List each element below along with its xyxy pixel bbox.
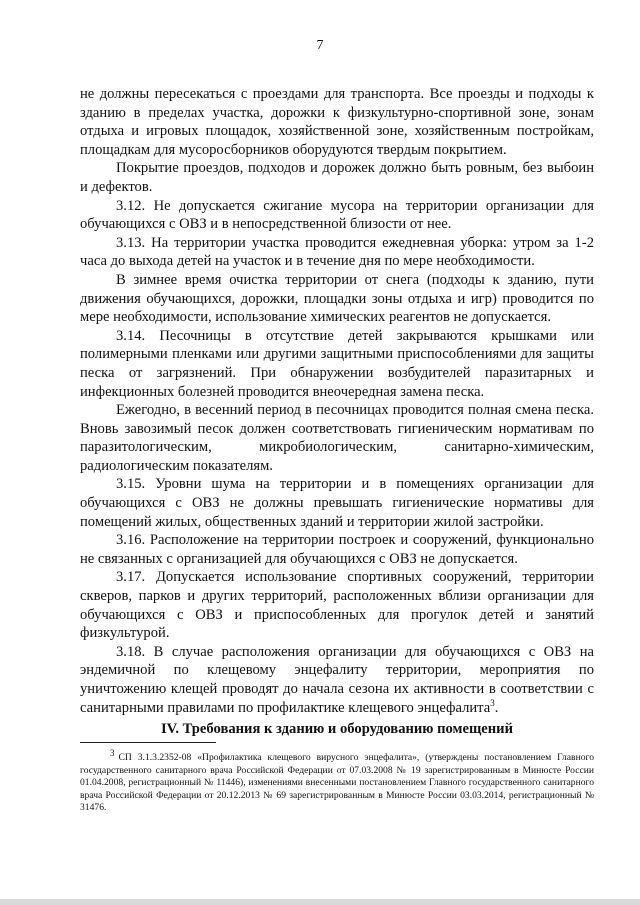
body-text — [80, 85, 594, 739]
paragraph-3-13: 3.13. На территории участка проводится ежедневная уборка: утром за 1-2 часа до выхода детей на участок и в течение дня по мере необходимости. — [80, 234, 594, 270]
paragraph-3-18: 3.18. В случае расположения организации для обучающихся с ОВЗ на эндемичной по клещевому энцефалиту территории, мероприятия по уничтожению клещей проводят до начала сезона их активности в соответствии с санитарными правилами по профилактике клещевого энцефалита$^3$. — [80, 643, 594, 716]
section-heading: IV. Требования к зданию и оборудованию помещений — [161, 721, 513, 738]
paragraph-3-16: 3.16. Расположение на территории построек и сооружений, функционально не связанных с организацией для обучающихся с ОВЗ не допускается. — [80, 532, 594, 567]
paragraph: Ежегодно, в весенний период в песочницах проводится полная смена песка. Вновь завозимый песок должен соответствовать гигиеническим нормативам по паразитологическим, микробиологическим, санитарно-химическим, радиологическим показателям. — [80, 402, 594, 474]
paragraph: Покрытие проездов, подходов и дорожек должно быть ровным, без выбоин и дефектов. — [80, 160, 594, 195]
paragraph: В зимнее время очистка территории от снега (подходы к зданию, пути движения обучающихся, дорожки, площадки зоны отдыха и игр) проводится по мере необходимости, использование химических реагентов не допускается. — [80, 271, 594, 326]
footnote-reference[interactable]: 3 — [490, 697, 495, 708]
paragraph-3-18-text: 3.18. В случае расположения организации для обучающихся с ОВЗ на эндемичной по клещевому энцефалиту территории, мероприятия по уничтожению клещей проводят до начала сезона их активности в соответствии с санитарными правилами по профилактике клещевого энцефалита — [80, 643, 594, 716]
paragraph-3-17: 3.17. Допускается использование спортивных сооружений, территории скверов, парков и других территорий, расположенных вблизи организации для обучающихся с ОВЗ и приспособленных для прогулок детей и занятий физкультурой. — [80, 569, 594, 642]
paragraph: не должны пересекаться с проездами для транспорта. Все проезды и подходы к зданию в пределах участка, дорожки к физкультурно-спортивной зоне, зонам отдыха и игровых площадок, хозяйственной зоне, хозяйственным постройкам, площадкам для мусоросборников оборудуются твердым покрытием. — [80, 86, 594, 158]
footnote-text: СП 3.1.3.2352-08 «Профилактика клещевого вирусного энцефалита», (утверждены постановлением Главного государственного санитарного врача Российской Федерации от 07.03.2008 № 19 зарегистрированным в Минюсте России 01.04.2008, регистрационный № 11446), изменениями внесенными постановлением Главного государственного санитарного врача Российской Федерации от 20.12.2013 № 69 зарегистрированным в Минюсте России 03.03.2014, регистрационный № 31476. — [80, 752, 594, 814]
scan-edge — [0, 899, 640, 905]
page-number: 7 — [316, 38, 324, 53]
paragraph-3-14: 3.14. Песочницы в отсутствие детей закрываются крышками или полимерными пленками или другими защитными приспособлениями для защиты песка от загрязнений. При обнаружении возбудителей паразитарных и инфекционных болезней проводится внеочередная замена песка. — [80, 327, 594, 400]
footnote: $^3$ СП 3.1.3.2352-08 «Профилактика клещевого вирусного энцефалита», (утверждены постановлением Главного государственного санитарного врача Российской Федерации от 07.03.2008 № 19 зарегистрированным в Минюсте России 01.04.2008, регистрационный № 11446), изменениями внесенными постановлением Главного государственного санитарного врача Российской Федерации от 20.12.2013 № 69 зарегистрированным в Минюсте России 03.03.2014, регистрационный № 31476. — [80, 747, 594, 814]
footnote-divider — [80, 742, 216, 743]
paragraph-3-12: 3.12. Не допускается сжигание мусора на территории организации для обучающихся с ОВЗ и в непосредственной близости от нее. — [80, 197, 594, 233]
paragraph-3-15: 3.15. Уровни шума на территории и в помещениях организации для обучающихся с ОВЗ не должны превышать гигиенические нормативы для помещений жилых, общественных зданий и территории жилой застройки. — [80, 476, 594, 530]
